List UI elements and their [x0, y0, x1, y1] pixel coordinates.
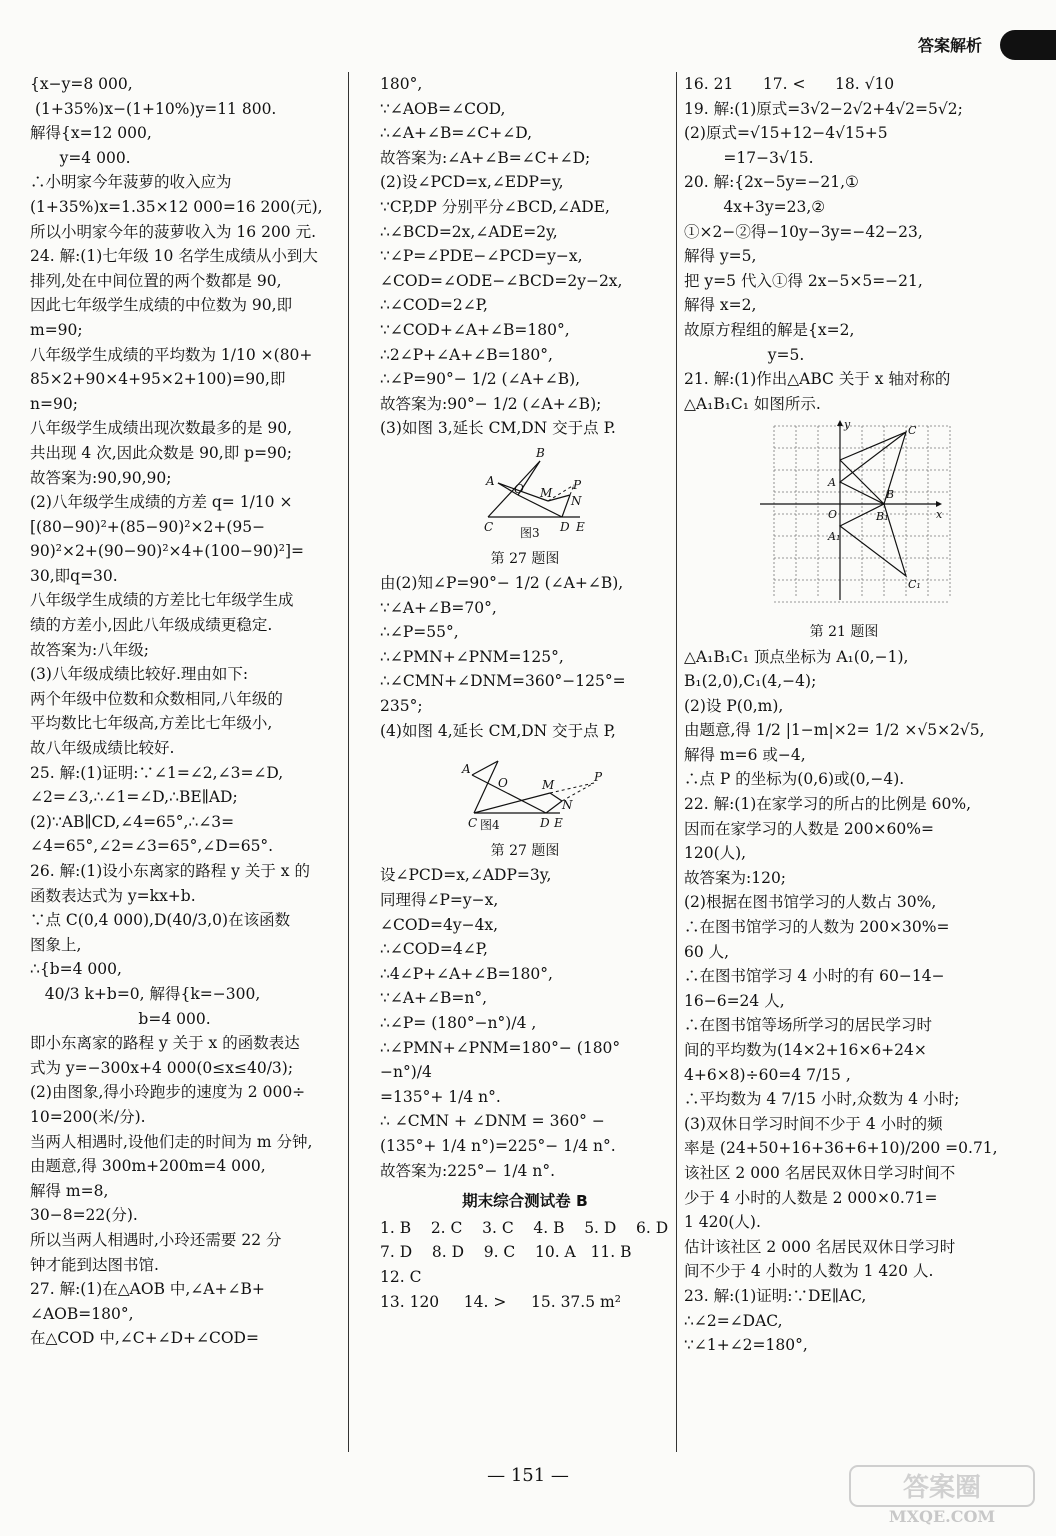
svg-text:B₁: B₁ — [876, 510, 889, 524]
text-line: ∴{b=4 000, — [30, 960, 122, 979]
text-line: 把 y=5 代入①得 2x−5×5=−21, — [684, 271, 923, 290]
text-line: 估计该社区 2 000 名居民双休日学习时 — [684, 1237, 956, 1256]
text-line: 所以小明家今年的菠萝收入为 16 200 元. — [30, 222, 317, 241]
column-right — [684, 72, 1004, 1358]
svg-text:A: A — [462, 762, 471, 777]
text-line: 解得 m=6 或−4, — [684, 745, 806, 764]
q27-part3-text — [380, 571, 670, 743]
q27-part1-text — [380, 72, 670, 441]
text-line: 20. 解:{2x−5y=−21,① — [684, 173, 859, 192]
text-line: 10=200(米/分). — [30, 1107, 146, 1126]
text-line: 由(2)知∠P=90°− 1/2 (∠A+∠B), — [380, 574, 624, 593]
text-line: 该社区 2 000 名居民双休日学习时间不 — [684, 1163, 956, 1182]
text-line: =135°+ 1/4 n°. — [380, 1087, 501, 1106]
q27-part4-text — [380, 863, 670, 1183]
svg-text:C: C — [468, 816, 478, 831]
text-line: ∴∠PMN+∠PNM=125°, — [380, 647, 564, 666]
text-line: 当两人相遇时,设他们走的时间为 m 分钟, — [30, 1132, 313, 1151]
text-line: y=4 000. — [30, 148, 131, 167]
svg-text:O: O — [828, 508, 838, 522]
text-line: 4x+3y=23,② — [684, 197, 826, 216]
text-line: 函数表达式为 y=kx+b. — [30, 886, 196, 905]
text-line: ∴在图书馆学习 4 小时的有 60−14− — [684, 967, 945, 986]
text-line: 率是 (24+50+16+36+6+10)/200 =0.71, — [684, 1139, 998, 1158]
text-line: ∴∠COD=2∠P, — [380, 296, 488, 315]
text-line: 19. 解:(1)原式=3√2−2√2+4√2=5√2; — [684, 99, 963, 118]
text-line: ∵∠A+∠B=n°, — [380, 989, 488, 1008]
text-line: B₁(2,0),C₁(4,−4); — [684, 672, 817, 691]
figure-21 — [684, 418, 1004, 644]
text-line: ①×2−②得−10y−3y=−42−23, — [684, 222, 923, 241]
column-left — [30, 72, 342, 1351]
text-line: 30−8=22(分). — [30, 1206, 138, 1225]
text-line: ∠COD=∠ODE−∠BCD=2y−2x, — [380, 271, 623, 290]
text-line: 85×2+90×4+95×2+100)=90,即 — [30, 370, 286, 389]
text-line: (2)根据在图书馆学习的人数占 30%, — [684, 893, 937, 912]
text-line: 故答案为:120; — [684, 868, 787, 887]
text-line: (2)设 P(0,m), — [684, 696, 784, 715]
text-line: [(80−90)²+(85−90)²×2+(95− — [30, 517, 266, 536]
text-line: 故答案为:∠A+∠B=∠C+∠D; — [380, 148, 591, 167]
text-line: 23. 解:(1)证明:∵DE∥AC, — [684, 1286, 867, 1305]
text-line: 设∠PCD=x,∠ADP=3y, — [380, 866, 552, 885]
svg-text:A₁: A₁ — [828, 530, 841, 544]
text-line: n=90; — [30, 394, 78, 413]
text-line: 7. D 8. D 9. C 10. A 11. B 12. C — [380, 1243, 647, 1286]
text-line: 180°, — [380, 75, 423, 93]
text-line: 故答案为:90°− 1/2 (∠A+∠B); — [380, 394, 602, 413]
text-line: 即小东离家的路程 y 关于 x 的函数表达 — [30, 1034, 300, 1053]
figure-3 — [380, 443, 670, 571]
svg-text:C: C — [908, 424, 917, 438]
column-middle — [380, 72, 670, 1314]
text-line: 由题意,得 300m+200m=4 000, — [30, 1157, 266, 1176]
text-line: ∴∠A+∠B=∠C+∠D, — [380, 124, 533, 143]
line-MN — [550, 793, 562, 801]
text-line: 故八年级成绩比较好. — [30, 739, 175, 758]
line-P-C — [840, 432, 906, 460]
svg-text:P: P — [594, 770, 603, 785]
text-line: 解得{x=12 000, — [30, 124, 152, 143]
dashed-MP — [550, 783, 594, 793]
text-line: ∴2∠P+∠A+∠B=180°, — [380, 345, 553, 364]
column-divider — [676, 72, 677, 1452]
text-line: ∴平均数为 4 7/15 小时,众数为 4 小时; — [684, 1090, 960, 1109]
figure-21-caption: 第 21 题图 — [809, 623, 879, 640]
text-line: 间的平均数为(14×2+16×6+24× — [684, 1041, 927, 1059]
text-line: 60 人, — [684, 942, 730, 961]
text-line: (4)如图 4,延长 CM,DN 交于点 P, — [380, 721, 616, 740]
triangle-A1B1C1 — [840, 504, 906, 576]
column-divider — [348, 72, 349, 1452]
text-line: ∵∠A+∠B=70°, — [380, 598, 497, 617]
text-line: 25. 解:(1)证明:∵∠1=∠2,∠3=∠D, — [30, 763, 284, 782]
svg-text:C₁: C₁ — [908, 578, 921, 592]
text-line: y=5. — [684, 345, 805, 364]
geometry-figure-4 — [380, 745, 670, 831]
line-DN — [562, 495, 570, 517]
text-line: 排列,处在中间位置的两个数都是 90, — [30, 271, 282, 290]
svg-text:E: E — [576, 519, 585, 534]
text-line: 由题意,得 1/2 |1−m|×2= 1/2 ×√5×2√5, — [684, 721, 985, 740]
text-line: 共出现 4 次,因此众数是 90,即 p=90; — [30, 443, 293, 462]
text-line: 235°; — [380, 697, 423, 716]
svg-text:N: N — [562, 798, 573, 813]
q16-21-text — [684, 72, 1004, 416]
svg-text:x: x — [936, 508, 943, 522]
figure-4 — [380, 745, 670, 863]
text-line: ∴ ∠CMN + ∠DNM = 360° − — [380, 1112, 605, 1131]
svg-text:M: M — [540, 485, 553, 500]
text-line: 故答案为:八年级; — [30, 640, 149, 659]
text-line: (1+35%)x=1.35×12 000=16 200(元), — [30, 197, 323, 216]
text-line: 13. 120 14. > 15. 37.5 m² — [380, 1292, 621, 1311]
text-line: ∴∠P= (180°−n°)/4 , — [380, 1014, 537, 1032]
text-line: 120(人), — [684, 844, 747, 863]
text-line: (3)如图 3,延长 CM,DN 交于点 P. — [380, 419, 616, 438]
text-line: ∵∠COD+∠A+∠B=180°, — [380, 320, 570, 339]
text-line: 故答案为:225°− 1/4 n°. — [380, 1161, 556, 1180]
text-line: 故答案为:90,90,90; — [30, 468, 172, 487]
text-line: (2)由图象,得小玲跑步的速度为 2 000÷ — [30, 1083, 306, 1102]
line-DN — [546, 801, 562, 813]
text-line: ∴∠PMN+∠PNM=180°− (180°−n°)/4 — [380, 1038, 621, 1082]
text-line: ∵∠AOB=∠COD, — [380, 99, 506, 118]
text-line: 故原方程组的解是{x=2, — [684, 320, 855, 339]
text-line: 八年级学生成绩的方差比七年级学生成 — [30, 591, 294, 610]
coordinate-grid-figure — [684, 418, 1004, 612]
svg-text:O: O — [514, 481, 524, 496]
text-line: {x−y=8 000, — [30, 75, 133, 93]
text-line: (2)设∠PCD=x,∠EDP=y, — [380, 173, 564, 192]
watermark-logo — [842, 1462, 1042, 1528]
text-line: 所以当两人相遇时,小玲还需要 22 分 — [30, 1230, 282, 1249]
text-line: m=90; — [30, 320, 83, 339]
text-line: ∴∠BCD=2x,∠ADE=2y, — [380, 222, 558, 241]
text-line: ∴∠2=∠DAC, — [684, 1311, 783, 1330]
svg-text:A: A — [828, 476, 836, 490]
text-line: 24. 解:(1)七年级 10 名学生成绩从小到大 — [30, 247, 318, 266]
section-title: 期末综合测试卷 B — [462, 1192, 588, 1211]
text-line: ∵点 C(0,4 000),D(40/3,0)在该函数 — [30, 911, 291, 930]
text-line: ∠4=65°,∠2=∠3=65°,∠D=65°. — [30, 837, 274, 856]
text-line: 式为 y=−300x+4 000(0≤x≤40/3); — [30, 1058, 294, 1077]
svg-text:M: M — [542, 778, 555, 793]
text-line: ∵CP,DP 分别平分∠BCD,∠ADE, — [380, 197, 610, 216]
figure-4-caption: 第 27 题图 — [490, 842, 560, 859]
text-line: ∴小明家今年菠萝的收入应为 — [30, 173, 232, 192]
text-line: ∠COD=4y−4x, — [380, 915, 499, 934]
svg-text:B: B — [886, 488, 895, 502]
text-line: (2)八年级学生成绩的方差 q= 1/10 × — [30, 493, 293, 512]
section-header-label: 答案解析 — [918, 36, 983, 55]
text-line: ∴∠P=90°− 1/2 (∠A+∠B), — [380, 370, 581, 389]
text-line: ∵∠1+∠2=180°, — [684, 1336, 808, 1355]
text-line: b=4 000. — [30, 1009, 211, 1028]
header-tab-marker — [1000, 30, 1056, 60]
geometry-figure-3 — [380, 443, 670, 539]
text-line: (2)∵AB∥CD,∠4=65°,∴∠3= — [30, 812, 235, 831]
text-line: ∠2=∠3,∴∠1=∠D,∴BE∥AD; — [30, 788, 238, 807]
text-line: 因而在家学习的人数是 200×60%= — [684, 819, 934, 838]
text-line: ∴∠P=55°, — [380, 623, 459, 642]
svg-text:N: N — [571, 493, 582, 508]
text-line: 1. B 2. C 3. C 4. B 5. D 6. D — [380, 1218, 669, 1237]
text-line: 1 420(人). — [684, 1213, 761, 1232]
text-line: 40/3 k+b=0, 解得{k=−300, — [30, 984, 261, 1003]
text-line: 90)²×2+(90−90)²×4+(100−90)²]= — [30, 542, 305, 561]
text-line: 少于 4 小时的人数是 2 000×0.71= — [684, 1188, 938, 1207]
svg-text:B: B — [536, 445, 545, 460]
page-number: — 151 — — [487, 1465, 569, 1486]
answer-key — [380, 1216, 670, 1314]
text-line: ∵∠P=∠PDE−∠PCD=y−x, — [380, 247, 583, 266]
text-line: △A₁B₁C₁ 如图所示. — [684, 394, 821, 413]
svg-text:答案圈: 答案圈 — [902, 1473, 982, 1503]
text-line: 16−6=24 人, — [684, 991, 785, 1010]
svg-text:O: O — [498, 776, 508, 791]
text-line: 八年级学生成绩出现次数最多的是 90, — [30, 419, 293, 438]
text-line: 26. 解:(1)设小东离家的路程 y 关于 x 的 — [30, 862, 310, 880]
svg-text:MXQE.COM: MXQE.COM — [888, 1507, 996, 1526]
text-line: 30,即q=30. — [30, 566, 118, 585]
text-line: ∴4∠P+∠A+∠B=180°, — [380, 964, 553, 983]
text-line: △A₁B₁C₁ 顶点坐标为 A₁(0,−1), — [684, 647, 909, 666]
line-AB — [472, 761, 498, 775]
text-line: 同理得∠P=y−x, — [380, 891, 499, 910]
svg-text:D: D — [560, 519, 570, 534]
text-line: 间不少于 4 小时的人数为 1 420 人. — [684, 1262, 934, 1281]
text-line: (2)原式=√15+12−4√15+5 — [684, 124, 888, 143]
text-line: 16. 21 17. < 18. √10 — [684, 75, 895, 93]
text-line: 平均数比七年级高,方差比七年级小, — [30, 714, 273, 733]
text-line: 图象上, — [30, 935, 82, 954]
text-line: ∴点 P 的坐标为(0,6)或(0,−4). — [684, 770, 905, 789]
svg-text:y: y — [844, 418, 851, 432]
text-line: 钟才能到达图书馆. — [30, 1255, 159, 1274]
text-line: 4+6×8)÷60=4 7/15 , — [684, 1065, 851, 1084]
text-line: 解得 x=2, — [684, 296, 757, 315]
text-line: 两个年级中位数和众数相同,八年级的 — [30, 689, 283, 708]
text-line: ∠AOB=180°, — [30, 1304, 134, 1323]
figure-4-label: 图4 — [480, 818, 500, 832]
text-line: 八年级学生成绩的平均数为 1/10 ×(80+ — [30, 345, 313, 364]
text-line: 27. 解:(1)在△AOB 中,∠A+∠B+ — [30, 1280, 265, 1299]
text-line: 在△COD 中,∠C+∠D+∠COD= — [30, 1329, 259, 1348]
text-line: 绩的方差小,因此八年级成绩更稳定. — [30, 616, 273, 635]
svg-text:D: D — [540, 816, 550, 831]
figure-3-caption: 第 27 题图 — [490, 550, 560, 567]
svg-text:C: C — [484, 519, 494, 534]
text-line: (1+35%)x−(1+10%)y=11 800. — [30, 99, 277, 118]
svg-text:P: P — [573, 477, 582, 492]
text-line: 21. 解:(1)作出△ABC 关于 x 轴对称的 — [684, 370, 951, 389]
q21-23-text — [684, 645, 1004, 1358]
text-line: 22. 解:(1)在家学习的所占的比例是 60%, — [684, 795, 972, 814]
text-line: 解得 y=5, — [684, 247, 757, 266]
text-line: 因此七年级学生成绩的中位数为 90,即 — [30, 296, 293, 315]
text-line: =17−3√15. — [684, 148, 814, 167]
text-line: (3)双休日学习时间不少于 4 小时的频 — [684, 1114, 943, 1133]
text-line: ∴在图书馆学习的人数为 200×30%= — [684, 918, 950, 937]
text-line: 解得 m=8, — [30, 1181, 109, 1200]
text-line: ∴在图书馆等场所学习的居民学习时 — [684, 1016, 933, 1035]
figure-3-label: 图3 — [520, 525, 540, 539]
text-line: ∴∠COD=4∠P, — [380, 940, 488, 959]
text-line: (3)八年级成绩比较好.理由如下: — [30, 665, 249, 684]
svg-text:E: E — [554, 816, 563, 831]
text-line: (135°+ 1/4 n°)=225°− 1/4 n°. — [380, 1136, 616, 1155]
svg-text:A: A — [486, 473, 495, 488]
text-line: ∴∠CMN+∠DNM=360°−125°= — [380, 672, 626, 691]
